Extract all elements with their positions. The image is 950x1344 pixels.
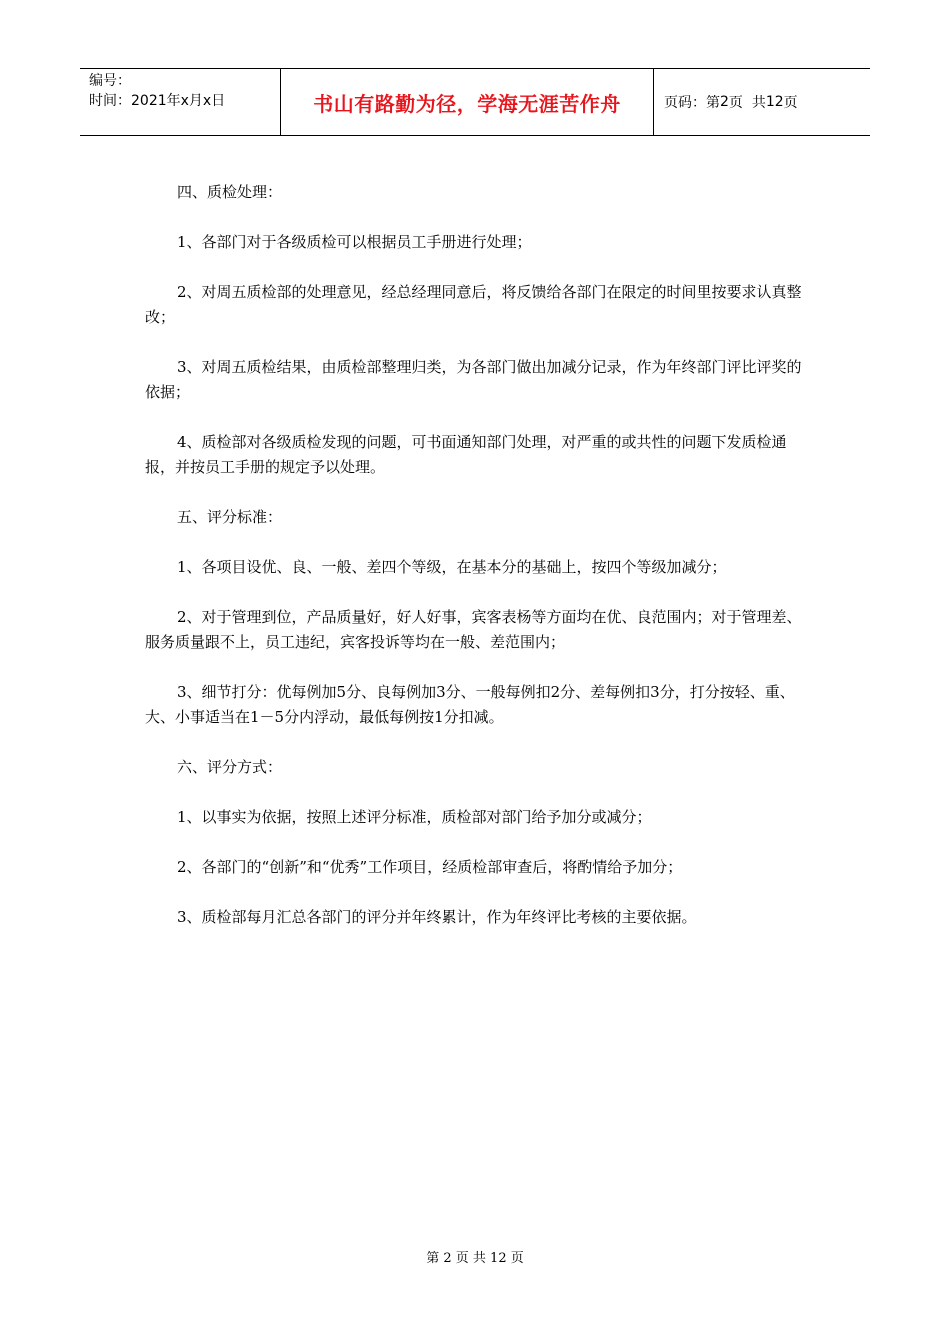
page-suffix: 页 (783, 95, 798, 111)
section-heading-scoring-method: 六、评分方式： (177, 758, 283, 776)
paragraph: 2、对周五质检部的处理意见，经总经理同意后，将反馈给各部门在限定的时间里按要求认真整改； (145, 283, 802, 326)
document-number-label: 编号： (89, 73, 131, 89)
page-current: 2 (720, 94, 729, 110)
paragraph: 1、各项目设优、良、一般、差四个等级，在基本分的基础上，按四个等级加减分； (177, 558, 727, 576)
page-total: 12 (765, 94, 784, 110)
header-meta (80, 69, 281, 135)
section-heading-scoring-standard: 五、评分标准： (177, 508, 283, 526)
page-footer: 第 2 页 共 12 页 (426, 1251, 524, 1266)
paragraph: 3、细节打分：优每例加5分、良每例加3分、一般每例扣2分、差每例扣3分，打分按轻、重、大、小事适当在1－5分内浮动，最低每例按1分扣减。 (145, 683, 795, 726)
header-motto: 书山有路勤为径，学海无涯苦作舟 (281, 69, 654, 135)
page-header (80, 68, 870, 136)
document-date: 时间：2021年x月x日 (89, 93, 226, 109)
paragraph: 3、对周五质检结果，由质检部整理归类，为各部门做出加减分记录，作为年终部门评比评奖的依据； (145, 358, 802, 401)
page-prefix: 页码：第 (664, 95, 720, 111)
paragraph: 2、各部门的“创新”和“优秀”工作项目，经质检部审查后，将酌情给予加分； (177, 858, 683, 876)
page-mid: 页 共 (728, 95, 766, 111)
paragraph: 4、质检部对各级质检发现的问题，可书面通知部门处理，对严重的或共性的问题下发质检通报，并按员工手册的规定予以处理。 (145, 433, 787, 476)
section-heading-quality-handling: 四、质检处理： (177, 183, 283, 201)
paragraph: 1、各部门对于各级质检可以根据员工手册进行处理； (177, 233, 532, 251)
paragraph: 1、以事实为依据，按照上述评分标准，质检部对部门给予加分或减分； (177, 808, 652, 826)
paragraph: 3、质检部每月汇总各部门的评分并年终累计，作为年终评比考核的主要依据。 (177, 908, 697, 926)
header-page-indicator (654, 69, 870, 135)
paragraph: 2、对于管理到位，产品质量好，好人好事，宾客表杨等方面均在优、良范围内；对于管理差、服务质量跟不上，员工违纪，宾客投诉等均在一般、差范围内； (145, 608, 802, 651)
document-body (145, 180, 810, 955)
